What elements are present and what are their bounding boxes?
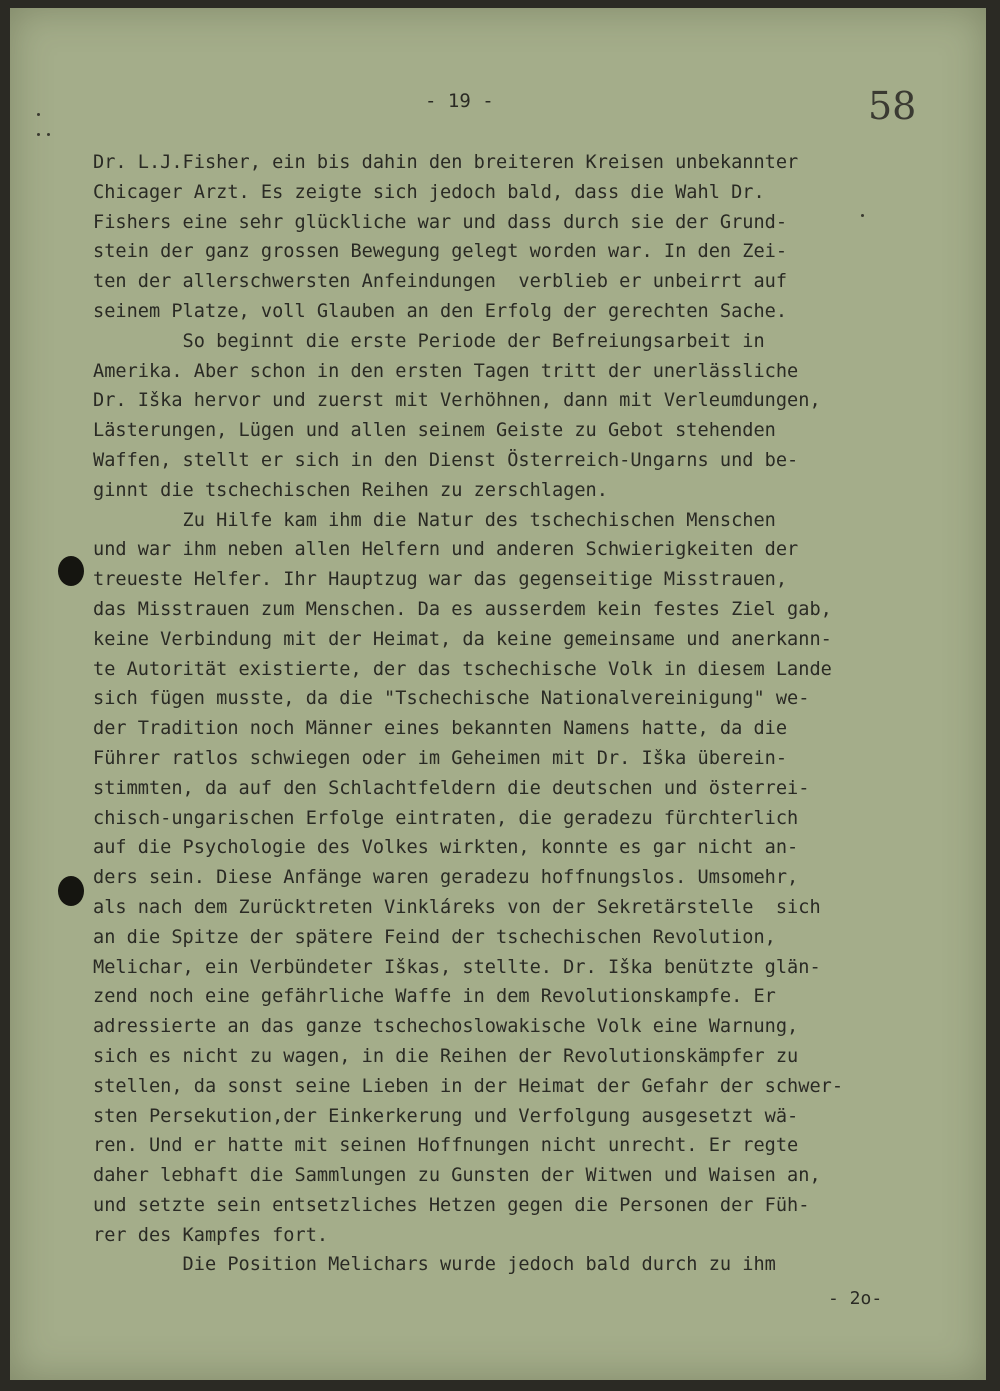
text-line: te Autorität existierte, der das tschechische Volk in diesem Lande: [93, 658, 832, 680]
text-line: So beginnt die erste Periode der Befreiungsarbeit in: [93, 330, 765, 352]
body-text: [93, 148, 973, 1280]
text-line: auf die Psychologie des Volkes wirkten, konnte es gar nicht an-: [93, 837, 799, 859]
text-line: Dr. L.J.Fisher, ein bis dahin den breiteren Kreisen unbekannter: [93, 152, 799, 173]
page-number: - 19 -: [425, 90, 494, 112]
text-line: rer des Kampfes fort.: [93, 1224, 329, 1246]
punch-hole-upper: [58, 556, 84, 586]
text-line: sich fügen musste, da die "Tschechische Nationalvereinigung" we-: [93, 688, 810, 710]
text-line: Dr. Iška hervor und zuerst mit Verhöhnen, dann mit Verleumdungen,: [93, 390, 821, 412]
text-line: der Tradition noch Männer eines bekannten Namens hatte, da die: [93, 718, 788, 740]
text-line: ders sein. Diese Anfänge waren geradezu hoffnungslos. Umsomehr,: [93, 867, 799, 889]
text-line: als nach dem Zurücktreten Vinkláreks von der Sekretärstelle sich: [93, 896, 821, 918]
text-line: Melichar, ein Verbündeter Iškas, stellte. Dr. Iška benützte glän-: [93, 956, 821, 978]
text-line: treueste Helfer. Ihr Hauptzug war das gegenseitige Misstrauen,: [93, 569, 788, 591]
text-line: Zu Hilfe kam ihm die Natur des tschechischen Menschen: [93, 509, 776, 531]
text-line: stein der ganz grossen Bewegung gelegt worden war. In den Zei-: [93, 241, 788, 263]
text-line: ginnt die tschechischen Reihen zu zerschlagen.: [93, 479, 608, 501]
document-page: [10, 8, 986, 1380]
text-line: seinem Platze, voll Glauben an den Erfolg der gerechten Sache.: [93, 300, 788, 322]
margin-speck: [47, 133, 50, 136]
text-line: Lästerungen, Lügen und allen seinem Geiste zu Gebot stehenden: [93, 420, 776, 442]
text-line: ten der allerschwersten Anfeindungen verblieb er unbeirrt auf: [93, 271, 788, 293]
text-line: sich es nicht zu wagen, in die Reihen der Revolutionskämpfer zu: [93, 1045, 799, 1067]
next-page-marker: - 2o-: [828, 1288, 883, 1309]
text-line: Führer ratlos schwiegen oder im Geheimen mit Dr. Iška überein-: [93, 747, 788, 769]
text-line: zend noch eine gefährliche Waffe in dem Revolutionskampfe. Er: [93, 986, 776, 1008]
text-line: und setzte sein entsetzliches Hetzen gegen die Personen der Füh-: [93, 1194, 810, 1216]
text-line: sten Persekution,der Einkerkerung und Verfolgung ausgesetzt wä-: [93, 1105, 799, 1127]
margin-speck: [37, 113, 40, 116]
text-line: und war ihm neben allen Helfern und anderen Schwierigkeiten der: [93, 539, 799, 561]
text-line: keine Verbindung mit der Heimat, da keine gemeinsame und anerkann-: [93, 628, 832, 650]
text-line: stellen, da sonst seine Lieben in der Heimat der Gefahr der schwer-: [93, 1075, 844, 1097]
margin-speck: [37, 133, 40, 136]
text-line: Chicager Arzt. Es zeigte sich jedoch bald, dass die Wahl Dr.: [93, 181, 765, 203]
text-line: stimmten, da auf den Schlachtfeldern die deutschen und österrei-: [93, 777, 810, 799]
text-line: ren. Und er hatte mit seinen Hoffnungen nicht unrecht. Er regte: [93, 1135, 799, 1157]
text-line: adressierte an das ganze tschechoslowakische Volk eine Warnung,: [93, 1016, 799, 1038]
archive-folio-number: 58: [868, 84, 917, 128]
text-line: Amerika. Aber schon in den ersten Tagen tritt der unerlässliche: [93, 360, 799, 382]
text-line: Fishers eine sehr glückliche war und dass durch sie der Grund-: [93, 211, 788, 233]
text-line: Die Position Melichars wurde jedoch bald durch zu ihm: [93, 1254, 776, 1276]
text-line: das Misstrauen zum Menschen. Da es ausserdem kein festes Ziel gab,: [93, 598, 832, 620]
text-line: daher lebhaft die Sammlungen zu Gunsten der Witwen und Waisen an,: [93, 1165, 821, 1187]
text-line: an die Spitze der spätere Feind der tschechischen Revolution,: [93, 926, 776, 948]
text-line: Waffen, stellt er sich in den Dienst Österreich-Ungarns und be-: [93, 449, 799, 471]
text-line: chisch-ungarischen Erfolge eintraten, die geradezu fürchterlich: [93, 807, 799, 829]
punch-hole-lower: [58, 876, 84, 906]
